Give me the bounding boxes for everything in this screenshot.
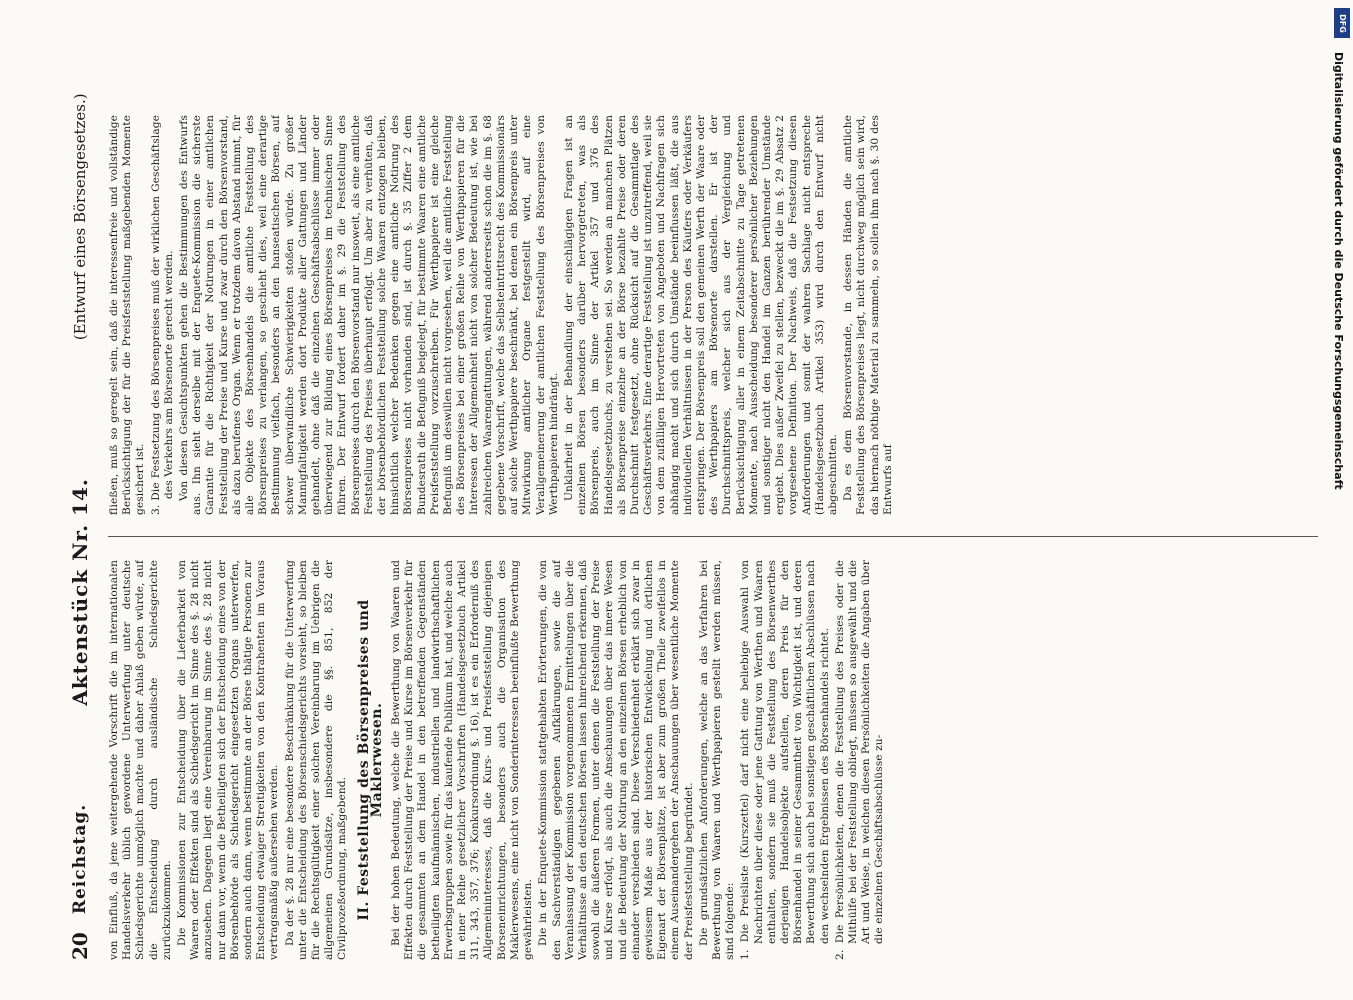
running-head: (Entwurf eines Börsengesetzes.) bbox=[71, 93, 89, 341]
rotated-page-content bbox=[60, 80, 1340, 960]
paragraph: Die in der Enquete-Kommission stattgehabten Erörterungen, die von den Sachverständigen gegebenen Aufklärungen, sowie die auf Veranlassung der Kommission vorgenommenen Ermittelungen über die Verhältnisse an den deutschen Börsen lassen hinreichend erkennen, daß sowohl die äußeren Formen, unter denen die Feststellung der Preise und Kurse erfolgt, als auch die Anschauungen über das innere Wesen und die Bedeutung der Notirung an den einzelnen Börsen erheblich von einander verschieden sind. Diese Verschiedenheit erklärt sich zwar in gewissem Maße aus der historischen Entwickelung und örtlichen Eigenart der Börsenplätze, ist aber zum großen Theile zweifellos in einem Auseinandergehen der Anschauungen über wesentliche Momente der Preisfeststellung begründet. bbox=[537, 560, 695, 960]
paragraph: von Einfluß, da jene weitergehende Vorschrift die im internationalen Handelsverkehr üblich gewordene Unterwerfung unter deutsche Schiedsgerichte unmöglich machte und daher Anlaß geben würde, auf die Entscheidung durch ausländische Schiedsgerichte zurückzukommen. bbox=[108, 560, 173, 960]
section-heading: II. Feststellung des Börsenpreises und Maklerwesen. bbox=[355, 599, 385, 921]
paragraph: Da es dem Börsenvorstande, in dessen Händen die amtliche Feststellung des Börsenpreises liegt, nicht durchweg möglich sein wird, das hiernach nöthige Material zu sammeln, so sollen ihm nach §. 30 des Entwurfs auf bbox=[842, 115, 894, 515]
right-column bbox=[108, 115, 1318, 515]
paragraph: Da der §. 28 nur eine besondere Beschränkung für die Unterwerfung unter die Entscheidung des Börsenschiedsgerichts vorsieht, so bleiben für die Rechtsgültigkeit einer solchen Vereinbarung im Uebrigen die allgemeinen Grundsätze, insbesondere die §§. 851, 852 der Civilprozeßordnung, maßgebend. bbox=[283, 560, 349, 960]
list-item: 1. Die Preisliste (Kurszettel) darf nicht eine beliebige Auswahl von Nachrichten über diese oder jene Gattung von Werthen und Waaren enthalten, sondern sie muß die Feststellung des Börsenwerthes derjenigen Handelsobjekte aufstellen, deren Preis für den Börsenhandel in seiner Gesammtheit von Wichtigkeit ist, und deren Bewerthung sich auch bei sonstigen geschäftlichen Abschlüssen nach den wechselnden Ergebnissen des Börsenhandels richtet. bbox=[739, 560, 831, 960]
paragraph: Die grundsätzlichen Anforderungen, welche an das Verfahren bei Bewerthung von Waaren und Werthpapieren gestellt werden müssen, sind folgende: bbox=[697, 560, 737, 960]
document-number: Aktenstück Nr. 14. bbox=[68, 478, 92, 706]
chamber-name: Reichstag. bbox=[70, 803, 90, 915]
page-header bbox=[60, 80, 100, 960]
paragraph: fließen, muß so geregelt sein, daß die interessenfreie und vollständige Berücksichtigung der für die Preisfeststellung maßgebenden Momente gesichert ist. bbox=[108, 115, 147, 515]
column-divider bbox=[108, 536, 1318, 537]
list-item: 3. Die Festsetzung des Börsenpreises muß der wirklichen Geschäftslage des Verkehrs am Börsenorte gerecht werden. bbox=[149, 115, 175, 515]
paragraph: Von diesen Gesichtspunkten gehen die Bestimmungen des Entwurfs aus. Ihn sieht derselbe mit der Enquete-Kommission die sicherste Garantie für die Richtigkeit der Notirungen in einer amtlichen Feststellung der Preise und Kurse und zwar durch den Börsenvorstand, als dazu berufenes Organ. Wenn er trotzdem davon Abstand nimmt, für alle Objekte des Börsenhandels die amtliche Feststellung des Börsenpreises zu verlangen, so geschieht dies, weil eine derartige Bestimmung vielfach, besonders an den hanseatischen Börsen, auf schwer überwindliche Schwierigkeiten stoßen würde. Zu großer Mannigfaltigkeit werden dort Produkte aller Gattungen und Länder gehandelt, ohne daß die einzelnen Geschäftsabschlüsse immer oder überwiegend zur Bildung eines Börsenpreises im technischen Sinne führen. Der Entwurf fordert daher im §. 29 die Feststellung des Börsenpreises durch den Börsenvorstand nur insoweit, als eine amtliche Feststellung des Preises überhaupt erfolgt. Um aber zu verhüten, daß der börsenbehördlichen Feststellung solche Waaren entzogen bleiben, hinsichtlich welcher Bedenken gegen eine amtliche Notirung des Börsenpreises nicht vorhanden sind, ist durch §. 35 Ziffer 2 dem Bundesrath die Befugniß beigelegt, für bestimmte Waaren eine amtliche Preisfeststellung vorzuschreiben. Für Werthpapiere ist eine gleiche Befugniß um deswillen nicht vorgesehen, weil die amtliche Feststellung des Börsenpreises bei einer großen Reihe von Werthpapieren für die Interessen der Allgemeinheit nicht von solcher Bedeutung ist, wie bei zahlreichen Waarengattungen, während andererseits schon die im §. 68 gegebene Vorschrift, welche das Selbsteintrittsrecht des Kommissionärs auf solche Werthpapiere beschränkt, bei denen ein Börsenpreis unter Mitwirkung amtlicher Organe festgestellt wird, auf eine Verallgemeinerung der amtlichen Feststellung des Börsenpreises von Werthpapieren hindrängt. bbox=[178, 115, 560, 515]
digitization-footer bbox=[1329, 44, 1349, 884]
paragraph: Bei der hohen Bedeutung, welche die Bewerthung von Waaren und Effekten durch Feststellung der Preise und Kurse im Börsenverkehr für die gesammten an dem Handel in den betreffenden Gegenständen betheiligten kaufmännischen, industriellen und landwirthschaftlichen Erwerbsgruppen sowie für das kaufende Publikum hat, und welche auch in einer Reihe gesetzlicher Vorschriften (Handelsgesetzbuch Artikel 311, 343, 357, 376; Konkursordnung §. 16), ist es ein Erforderniß des Allgemeininteresses, daß die Kurs- und Preisfeststellung diejenigen Börseneinrichtungen, besonders auch die Organisation des Maklerwesens, eine nicht von Sonderinteressen beeinflußte Bewerthung gewährleisten. bbox=[390, 560, 535, 960]
paragraph: Die Kommissionen zur Entscheidung über die Lieferbarkeit von Waaren oder Effekten sind als Schiedsgericht im Sinne des §. 28 nicht anzusehen. Dagegen liegt eine Vereinbarung im Sinne des §. 28 nicht nur dann vor, wenn die Betheiligten sich der Entscheidung eines von der Börsenbehörde als Schiedsgericht eingesetzten Organs unterwerfen, sondern auch dann, wenn bestimmte an der Börse thätige Personen zur Entscheidung etwaiger Streitigkeiten von den Kontrahenten im Voraus vertragsmäßig außersehen werden. bbox=[176, 560, 281, 960]
page-number: 20 bbox=[68, 932, 92, 960]
digitization-note: Digitalisierung gefördert durch die Deutsche Forschungsgemeinschaft bbox=[1332, 52, 1345, 490]
paragraph: Unklarheit in der Behandlung der einschlägigen Fragen ist an einzelnen Börsen besonders darüber hervorgetreten, was als Börsenpreis, auch im Sinne der Artikel 357 und 376 des Handelsgesetzbuchs, zu verstehen sei. So werden an manchen Plätzen als Börsenpreise einzelne an der Börse bezahlte Preise oder deren Durchschnitt festgesetzt, ohne Rücksicht auf die Gesammtlage des Geschäftsverkehrs. Eine derartige Feststellung ist unzutreffend, weil sie von dem zufälligen Hervortreten von Angeboten und Nachfragen sich abhängig macht und sich durch Umstände beeinflussen läßt, die aus individuellen Verhältnissen in der Person des Käufers oder Verkäufers entspringen. Der Börsenpreis soll den gemeinen Werth der Waare oder des Werthpapiers am Börsenorte darstellen. Er ist der Durchschnittspreis, welcher sich aus der Vergleichung und Berücksichtigung aller in einem Zeitabschnitte zu Tage getretenen Momente, nach Ausscheidung besonderer persönlicher Beziehungen und sonstiger nicht den Handel im Ganzen berührender Umstände ergiebt. Dies außer Zweifel zu stellen, bezweckt die im §. 29 Absatz 2 vorgesehene Definition. Der Nachweis, daß die Festsetzung diesen Anforderungen und somit der wahren Sachlage nicht entspreche (Handelsgesetzbuch Artikel 353) wird durch den Entwurf nicht abgeschnitten. bbox=[562, 115, 839, 515]
dfg-logo: DFG bbox=[1334, 8, 1350, 38]
left-column bbox=[108, 560, 1318, 960]
list-item: 2. Die Persönlichkeiten, denen die Feststellung des Preises oder die Mithülfe bei der Feststellung obliegt, müssen so ausgewählt und die Art und Weise, in welchen diesen Persönlichkeiten die Angaben über die einzelnen Geschäftsabschlüsse zu- bbox=[833, 560, 886, 960]
